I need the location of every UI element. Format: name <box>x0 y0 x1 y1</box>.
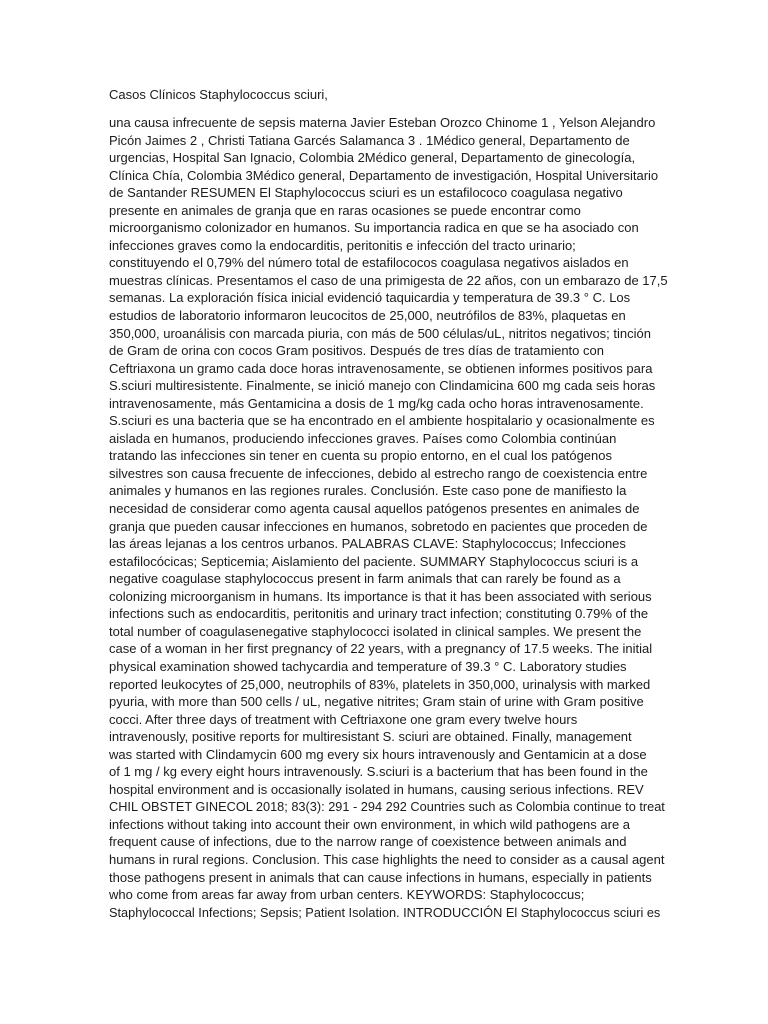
body-text-line: semanas. La exploración física inicial evidenció taquicardia y temperatura de 39.3 ° C. Los <box>109 290 631 306</box>
body-text-line: intravenously, positive reports for multiresistant S. sciuri are obtained. Finally, management <box>109 729 632 745</box>
body-text-line: those pathogens present in animals that can cause infections in humans, especially in patients <box>109 869 652 885</box>
body-text-line: animales y humanos en las regiones rurales. Conclusión. Este caso pone de manifiesto la <box>109 483 627 499</box>
body-text-line: estudios de laboratorio informaron leucocitos de 25,000, neutrófilos de 83%, plaquetas en <box>109 308 626 324</box>
body-text-line: negative coagulase staphylococcus present in farm animals that can rarely be found as a <box>109 571 621 587</box>
body-text-line: las áreas lejanas a los centros urbanos. PALABRAS CLAVE: Staphylococcus; Infecciones <box>109 536 626 552</box>
body-text-line: case of a woman in her first pregnancy of 22 years, with a pregnancy of 17.5 weeks. The initial <box>109 641 653 657</box>
body-text-line: una causa infrecuente de sepsis materna Javier Esteban Orozco Chinome 1 , Yelson Alejandro <box>109 115 656 130</box>
body-text-line: colonizing microorganism in humans. Its importance is that it has been associated with serious <box>109 588 652 604</box>
body-text-line: pyuria, with more than 500 cells / uL, negative nitrites; Gram stain of urine with Gram positive <box>109 694 644 710</box>
body-text-line: of 1 mg / kg every eight hours intravenously. S.sciuri is a bacterium that has been found in the <box>109 764 648 780</box>
body-text-line: S.sciuri es una bacteria que se ha encontrado en el ambiente hospitalario y ocasionalmente es <box>109 413 655 429</box>
body-text-line: urgencias, Hospital San Ignacio, Colombia 2Médico general, Departamento de ginecología, <box>109 150 636 166</box>
body-text-line: Picón Jaimes 2 , Christi Tatiana Garcés Salamanca 3 . 1Médico general, Departamento de <box>109 132 630 148</box>
body-text-line: estafilocócicas; Septicemia; Aislamiento del paciente. SUMMARY Staphylococcus sciuri is a <box>109 553 639 569</box>
body-text-line: infections such as endocarditis, peritonitis and urinary tract infection; constituting 0.79% of the <box>109 606 649 622</box>
body-text-line: intravenosamente, más Gentamicina a dosis de 1 mg/kg cada ocho horas intravenosamente. <box>109 395 644 411</box>
body-text-line: necesidad de considerar como agenta causal aquellos patógenos presentes en animales de <box>109 501 640 517</box>
document-body <box>109 114 669 921</box>
body-text-line: humans in rural regions. Conclusion. This case highlights the need to consider as a causal agent <box>109 851 665 867</box>
body-text-line: Ceftriaxona un gramo cada doce horas intravenosamente, se obtienen informes positivos para <box>109 360 653 376</box>
body-text-line: Staphylococcal Infections; Sepsis; Patient Isolation. INTRODUCCIÓN El Staphylococcus sciuri es <box>109 904 661 920</box>
body-text-line: was started with Clindamycin 600 mg every six hours intravenously and Gentamicin at a dose <box>109 746 647 762</box>
body-text-line: 350,000, uroanálisis con marcada piuria, con más de 500 células/uL, nitritos negativos; tinción <box>109 325 651 341</box>
body-text-line: infections without taking into account their own environment, in which wild pathogens are a <box>109 816 631 832</box>
body-text-line: Clínica Chía, Colombia 3Médico general, Departamento de investigación, Hospital Universitario <box>109 167 659 183</box>
body-text-line: frequent cause of infections, due to the narrow range of coexistence between animals and <box>109 834 627 850</box>
body-text-line: reported leukocytes of 25,000, neutrophils of 83%, platelets in 350,000, urinalysis with marked <box>109 676 651 692</box>
body-text-line: total number of coagulasenegative staphylococci isolated in clinical samples. We present the <box>109 623 642 639</box>
body-text-line: silvestres son causa frecuente de infecciones, debido al estrecho rango de coexistencia entre <box>109 465 648 481</box>
body-text-line: tratando las infecciones sin tener en cuenta su propio entorno, en el cual los patógenos <box>109 448 613 464</box>
body-text-line: CHIL OBSTET GINECOL 2018; 83(3): 291 - 294 292 Countries such as Colombia continue to treat <box>109 799 665 815</box>
body-text-line: hospital environment and is occasionally isolated in humans, causing serious infections. REV <box>109 781 644 797</box>
body-text-line: cocci. After three days of treatment with Ceftriaxone one gram every twelve hours <box>109 711 578 727</box>
body-text-line: de Gram de orina con cocos Gram positivos. Después de tres días de tratamiento con <box>109 343 604 359</box>
body-text-line: de Santander RESUMEN El Staphylococcus sciuri es un estafilococo coagulasa negativo <box>109 185 623 201</box>
body-text-line: microorganismo colonizador en humanos. Su importancia radica en que se ha asociado con <box>109 220 639 236</box>
body-text-line: constituyendo el 0,79% del número total de estafilococos coagulasa negativos aislados en <box>109 255 629 271</box>
document-title: Casos Clínicos Staphylococcus sciuri, <box>109 87 328 102</box>
body-text-line: infecciones graves como la endocarditis, peritonitis e infección del tracto urinario; <box>109 237 576 253</box>
body-text-line: S.sciuri multiresistente. Finalmente, se inició manejo con Clindamicina 600 mg cada seis horas <box>109 378 656 394</box>
body-text-line: physical examination showed tachycardia and temperature of 39.3 ° C. Laboratory studies <box>109 658 627 674</box>
body-text-line: granja que pueden causar infecciones en humanos, sobretodo en pacientes que proceden de <box>109 518 648 534</box>
body-text-line: aislada en humanos, produciendo infecciones graves. Países como Colombia continúan <box>109 430 617 446</box>
body-text-line: presente en animales de granja que en raras ocasiones se puede encontrar como <box>109 202 581 218</box>
body-text-line: who come from areas far away from urban centers. KEYWORDS: Staphylococcus; <box>109 887 585 903</box>
body-text-line: muestras clínicas. Presentamos el caso de una primigesta de 22 años, con un embarazo de 17,5 <box>109 272 668 288</box>
